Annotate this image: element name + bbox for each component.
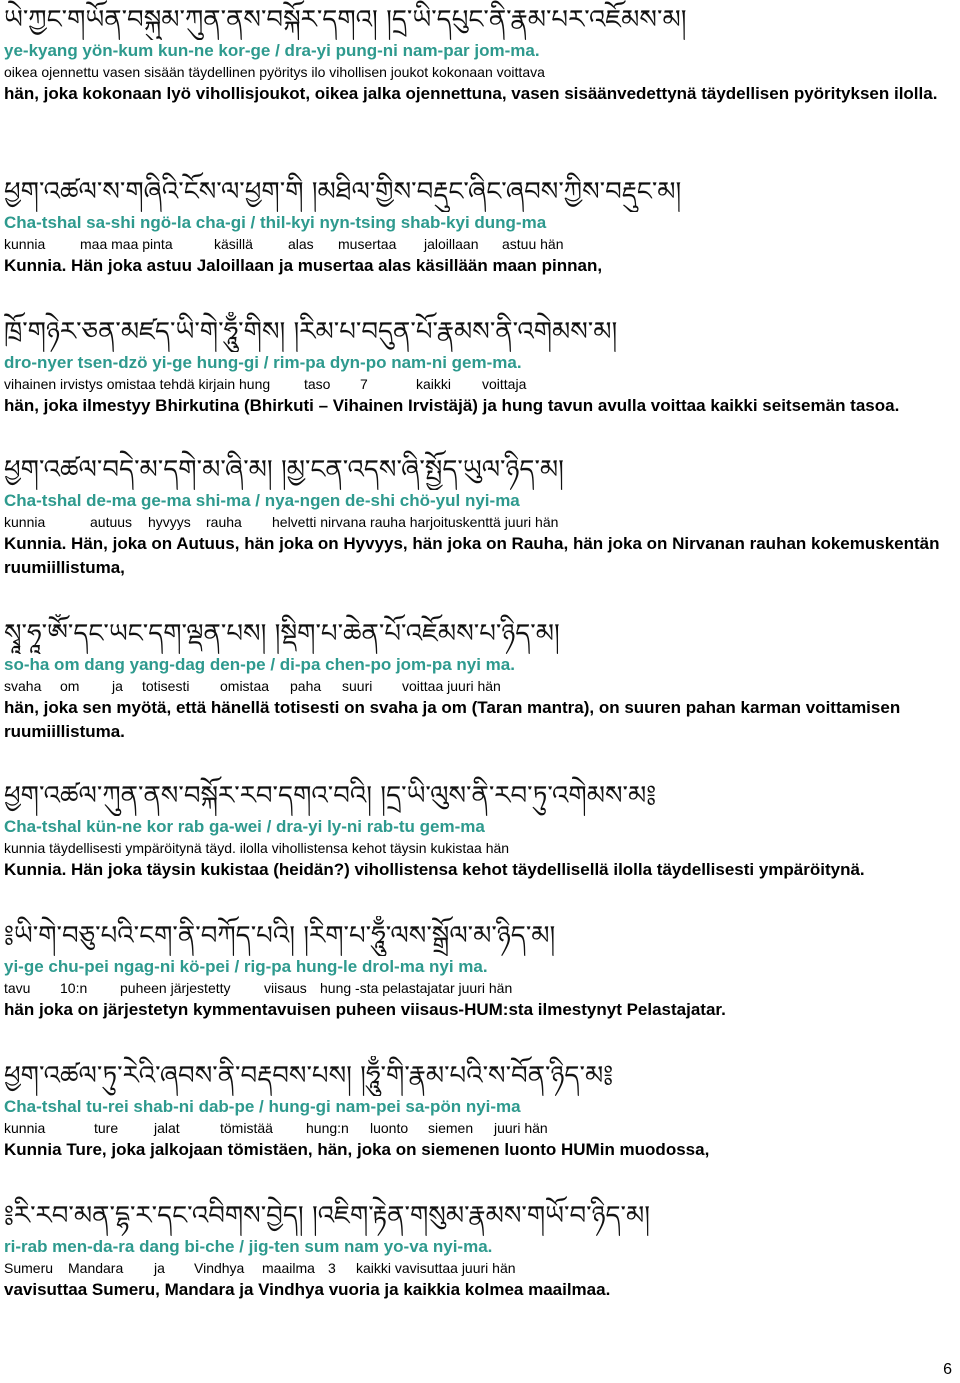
- gloss-word: hung:n: [306, 1120, 349, 1136]
- gloss-word: puheen järjestetty: [120, 980, 231, 996]
- verse-3: [4, 312, 954, 418]
- tibetan-line: ཕྱག་འཚལ་བདེ་མ་དགེ་མ་ཞི་མ། །མྱ་ངན་འདས་ཞི་སྤྱོད་ཡུལ་ཉིད་མ།: [4, 455, 564, 485]
- verse-1: [4, 0, 954, 106]
- gloss-word: om: [60, 678, 80, 694]
- gloss-word: musertaa: [338, 236, 397, 252]
- tibetan-line: ཕྱག་འཚལ་ས་གཞིའི་ངོས་ལ་ཕྱག་གི །མཐིལ་གྱིས་བརྡུང་ཞིང་ཞབས་ཀྱིས་བརྡུང་མ།: [4, 177, 682, 207]
- gloss-line: [4, 374, 954, 394]
- tibetan-line: ༔ཡི་གེ་བཅུ་པའི་ངག་ནི་བཀོད་པའི། །རིག་པ་ཧཱུྃ་ལས་སྒྲོལ་མ་ཉིད་མ།: [4, 921, 556, 951]
- gloss-word: juuri hän: [494, 1120, 548, 1136]
- gloss-word: voittaja: [482, 376, 527, 392]
- gloss-word: svaha: [4, 678, 42, 694]
- transliteration-line: dro-nyer tsen-dzö yi-ge hung-gi / rim-pa dyn-po nam-ni gem-ma.: [4, 353, 522, 372]
- gloss-line: [4, 838, 954, 858]
- translation-line: Kunnia. Hän, joka on Autuus, hän joka on Hyvyys, hän joka on Rauha, hän joka on Nirvanan rauhan kokemuskentän ruumiillistuma,: [4, 534, 940, 577]
- gloss-word: jaloillaan: [424, 236, 479, 252]
- transliteration-line: Cha-tshal de-ma ge-ma shi-ma / nya-ngen de-shi chö-yul nyi-ma: [4, 491, 520, 510]
- gloss-line: [4, 62, 954, 82]
- tibetan-line: སྭཱ་ཧཱ་ཨོཾ་དང་ཡང་དག་ལྡན་པས། །སྡིག་པ་ཆེན་པོ་འཇོམས་པ་ཉིད་མ།: [4, 619, 560, 649]
- gloss-word: ja: [112, 678, 123, 694]
- gloss-word: tömistää: [220, 1120, 273, 1136]
- gloss-word: kunnia: [4, 514, 46, 530]
- gloss-word: omistaa: [220, 678, 270, 694]
- gloss-word: helvetti nirvana rauha harjoituskenttä juuri hän: [272, 514, 559, 530]
- translation-line: hän, joka sen myötä, että hänellä totisesti on svaha ja om (Taran mantra), on suuren pahan karman voittamisen ruumiillistuma.: [4, 698, 901, 741]
- gloss-word: paha: [290, 678, 322, 694]
- gloss-word: jalat: [154, 1120, 180, 1136]
- gloss-word: viisaus: [264, 980, 307, 996]
- gloss-word: oikea ojennettu vasen sisään täydellinen pyöritys ilo vihollisen joukot kokonaan voittava: [4, 64, 545, 80]
- translation-line: Kunnia Ture, joka jalkojaan tömistäen, hän, joka on siemenen luonto HUMin muodossa,: [4, 1140, 710, 1159]
- gloss-word: tavu: [4, 980, 31, 996]
- gloss-word: kaikki vavisuttaa juuri hän: [356, 1260, 516, 1276]
- tibetan-line: ཕྱག་འཚལ་ཀུན་ནས་བསྐོར་རབ་དགའ་བའི། །དྲ་ཡི་ལུས་ནི་རབ་ཏུ་འགེམས་མ༔: [4, 781, 657, 811]
- gloss-word: taso: [304, 376, 331, 392]
- gloss-word: rauha: [206, 514, 242, 530]
- translation-line: vavisuttaa Sumeru, Mandara ja Vindhya vuoria ja kaikkia kolmea maailmaa.: [4, 1280, 611, 1299]
- verse-8: [4, 1056, 954, 1162]
- gloss-word: 10:n: [60, 980, 88, 996]
- gloss-word: ture: [94, 1120, 119, 1136]
- gloss-word: kunnia: [4, 236, 46, 252]
- gloss-word: kunnia: [4, 1120, 46, 1136]
- gloss-line: [4, 978, 954, 998]
- transliteration-line: ri-rab men-da-ra dang bi-che / jig-ten sum nam yo-va nyi-ma.: [4, 1237, 493, 1256]
- gloss-word: vihainen irvistys omistaa tehdä kirjain hung: [4, 376, 271, 392]
- verse-4: [4, 450, 954, 580]
- gloss-word: 7: [360, 376, 368, 392]
- gloss-word: 3: [328, 1260, 336, 1276]
- verse-2: [4, 172, 954, 278]
- gloss-word: Sumeru: [4, 1260, 54, 1276]
- transliteration-line: ye-kyang yön-kum kun-ne kor-ge / dra-yi pung-ni nam-par jom-ma.: [4, 41, 540, 60]
- transliteration-line: Cha-tshal kün-ne kor rab ga-wei / dra-yi ly-ni rab-tu gem-ma: [4, 817, 485, 836]
- gloss-word: käsillä: [214, 236, 253, 252]
- page-number: 6: [943, 1361, 952, 1378]
- gloss-word: Mandara: [68, 1260, 124, 1276]
- transliteration-line: yi-ge chu-pei ngag-ni kö-pei / rig-pa hung-le drol-ma nyi ma.: [4, 957, 488, 976]
- translation-line: Kunnia. Hän joka astuu Jaloillaan ja musertaa alas käsillään maan pinnan,: [4, 256, 603, 275]
- gloss-word: luonto: [370, 1120, 409, 1136]
- gloss-word: siemen: [428, 1120, 474, 1136]
- gloss-line: [4, 234, 954, 254]
- gloss-word: maa maa pinta: [80, 236, 173, 252]
- gloss-word: voittaa juuri hän: [402, 678, 501, 694]
- gloss-word: suuri: [342, 678, 373, 694]
- translation-line: hän, joka ilmestyy Bhirkutina (Bhirkuti – Vihainen Irvistäjä) ja hung tavun avulla voittaa kaikki seitsemän tasoa.: [4, 396, 900, 415]
- tibetan-line: ༔རི་རབ་མན་དྷ་ར་དང་འབིགས་བྱེད། །འཇིག་རྟེན་གསུམ་རྣམས་གཡོ་བ་ཉིད་མ།: [4, 1201, 651, 1231]
- gloss-word: kaikki: [416, 376, 452, 392]
- tibetan-line: ཡེ་ཀྱང་གཡོན་བསྐུམ་ཀུན་ནས་བསྐོར་དགའ། །དྲ་ཡི་དཔུང་ནི་རྣམ་པར་འཇོམས་མ།: [4, 5, 687, 35]
- gloss-word: hung -sta pelastajatar juuri hän: [320, 980, 513, 996]
- gloss-line: [4, 1258, 954, 1278]
- gloss-word: ja: [154, 1260, 165, 1276]
- gloss-word: maailma: [262, 1260, 315, 1276]
- gloss-word: astuu hän: [502, 236, 564, 252]
- transliteration-line: Cha-tshal sa-shi ngö-la cha-gi / thil-kyi nyn-tsing shab-kyi dung-ma: [4, 213, 547, 232]
- tibetan-line: ཕྱག་འཚལ་ཏུ་རེའི་ཞབས་ནི་བརྡབས་པས། །ཧཱུྃ་གི་རྣམ་པའི་ས་བོན་ཉིད་མ༔: [4, 1061, 614, 1091]
- gloss-word: kunnia täydellisesti ympäröitynä täyd. ilolla vihollistensa kehot täysin kukistaa hän: [4, 840, 510, 856]
- gloss-word: totisesti: [142, 678, 190, 694]
- gloss-word: autuus: [90, 514, 133, 530]
- transliteration-line: so-ha om dang yang-dag den-pe / di-pa chen-po jom-pa nyi ma.: [4, 655, 515, 674]
- verse-9: [4, 1196, 954, 1302]
- gloss-line: [4, 512, 954, 532]
- gloss-word: alas: [288, 236, 314, 252]
- verse-6: [4, 776, 954, 882]
- gloss-word: Vindhya: [194, 1260, 245, 1276]
- verse-7: [4, 916, 954, 1022]
- translation-line: hän joka on järjestetyn kymmentavuisen puheen viisaus-HUM:sta ilmestynyt Pelastajatar.: [4, 1000, 726, 1019]
- gloss-line: [4, 676, 954, 696]
- translation-line: Kunnia. Hän joka täysin kukistaa (heidän?) vihollistensa kehot täydellisellä ilolla täydellisesti ympäröitynä.: [4, 860, 865, 879]
- tibetan-line: ཁྲོ་གཉེར་ཅན་མཛད་ཡི་གེ་ཧཱུྃ་གིས། །རིམ་པ་བདུན་པོ་རྣམས་ནི་འགེམས་མ།: [4, 317, 618, 347]
- gloss-line: [4, 1118, 954, 1138]
- translation-line: hän, joka kokonaan lyö vihollisjoukot, oikea jalka ojennettuna, vasen sisäänvedettynä täydellisen pyörityksen ilolla.: [4, 84, 938, 103]
- verse-5: [4, 614, 954, 744]
- gloss-word: hyvyys: [148, 514, 191, 530]
- transliteration-line: Cha-tshal tu-rei shab-ni dab-pe / hung-gi nam-pei sa-pön nyi-ma: [4, 1097, 521, 1116]
